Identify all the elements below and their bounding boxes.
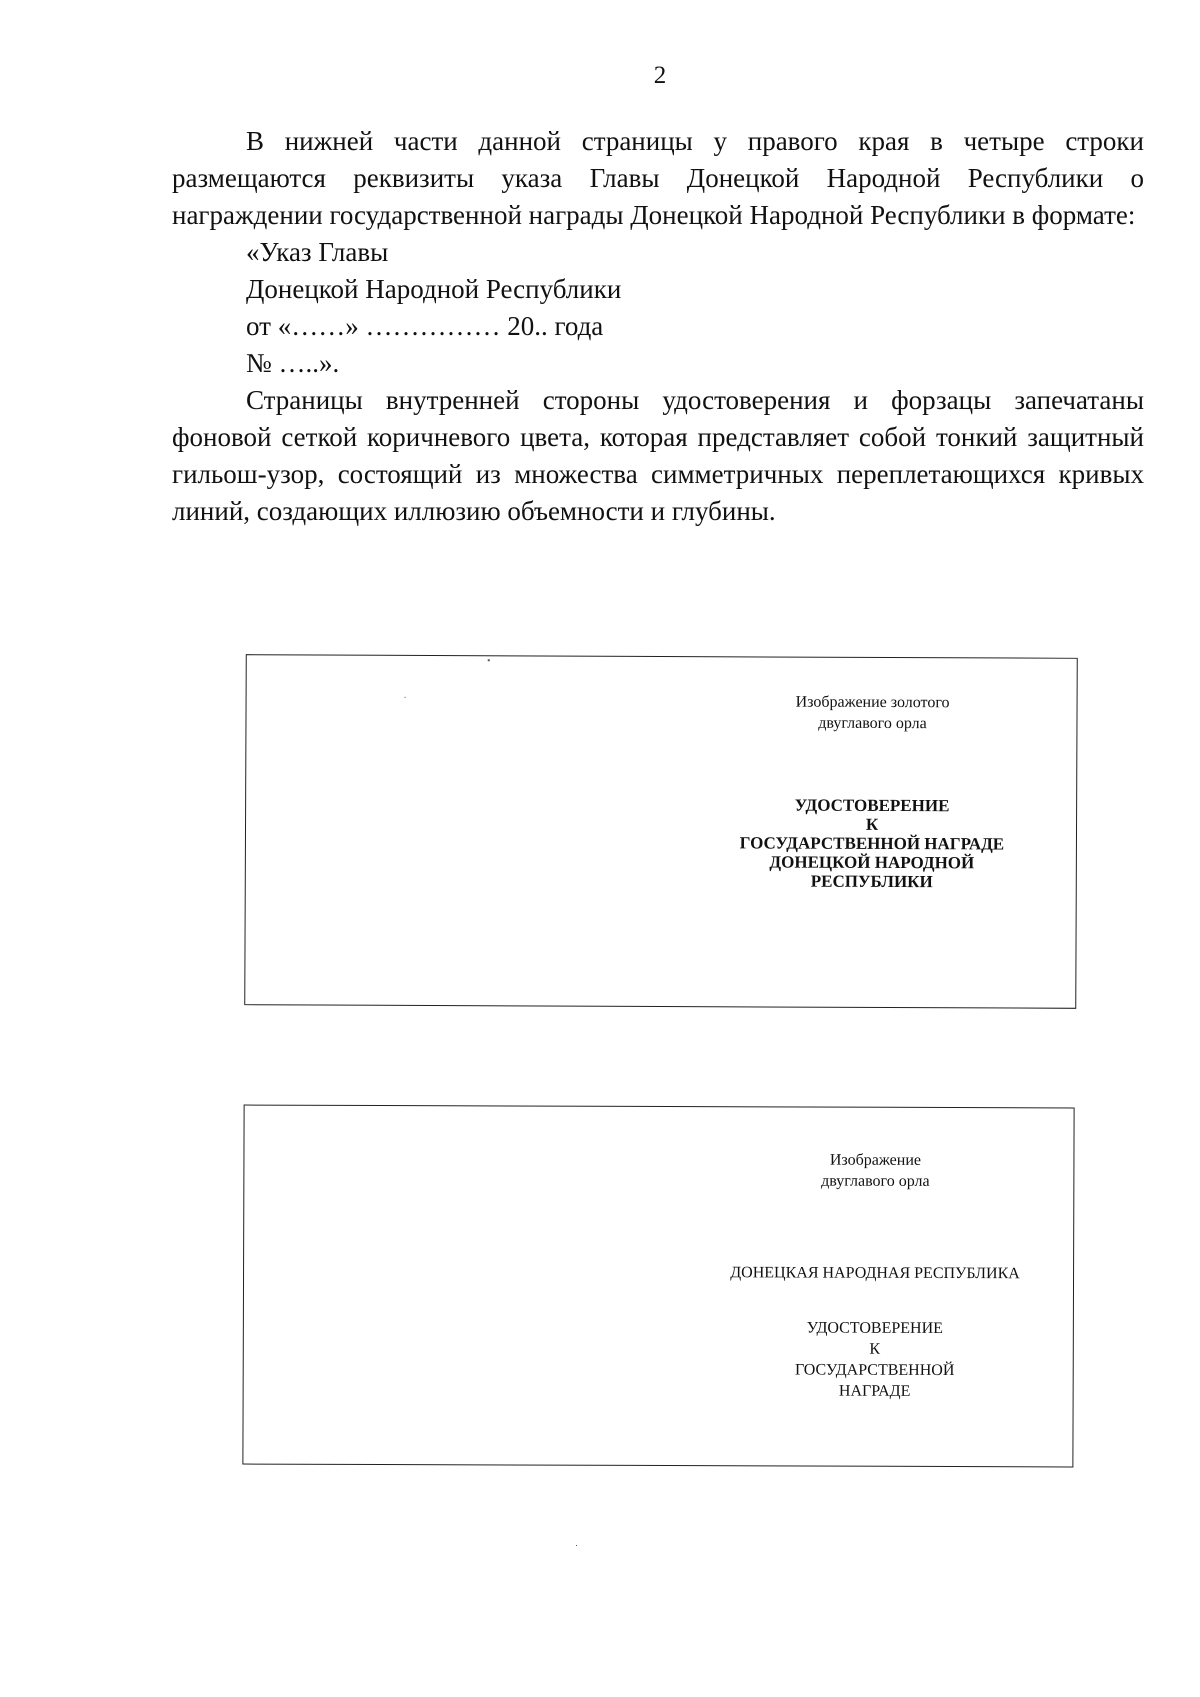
scan-speck [576, 1545, 577, 1546]
certificate-outer-cover [244, 654, 1078, 1009]
page-number: 2 [653, 62, 667, 89]
scan-speck [405, 697, 406, 698]
requisite-line-2: Донецкой Народной Республики [246, 274, 622, 304]
document-body [172, 123, 1144, 530]
requisite-line-4: № …..». [246, 348, 340, 378]
intro-paragraph: В нижней части данной страницы у правого края в четыре строки размещаются реквизиты указа Главы Донецкой Народной Республики о награждении государственной награды Донецкой Народной Республики в формате: [172, 126, 1144, 230]
eagle-image-caption: Изображение золотого двуглавого орла [795, 693, 950, 733]
certificate-inner-page [242, 1105, 1074, 1468]
scan-speck [488, 659, 490, 661]
certificate-title: УДОСТОВЕРЕНИЕ К ГОСУДАРСТВЕННОЙ НАГРАДЕ [794, 1319, 955, 1400]
requisite-line-3: от «……» …………… 20.. года [246, 311, 604, 341]
requisite-line-1: «Указ Главы [246, 237, 389, 267]
certificate-title: УДОСТОВЕРЕНИЕ К ГОСУДАРСТВЕННОЙ НАГРАДЕ ДОНЕЦКОЙ НАРОДНОЙ РЕСПУБЛИКИ [739, 795, 1005, 892]
eagle-image-caption: Изображение двуглавого орла [821, 1151, 930, 1190]
background-paragraph: Страницы внутренней стороны удостоверения и форзацы запечатаны фоновой сеткой коричневого цвета, которая представляет собой тонкий защитный гильош-узор, состоящий из множества симметричных переплетающихся кривых линий, создающих иллюзию объемности и глубины. [172, 385, 1144, 526]
republic-name: ДОНЕЦКАЯ НАРОДНАЯ РЕСПУБЛИКА [730, 1264, 1020, 1283]
